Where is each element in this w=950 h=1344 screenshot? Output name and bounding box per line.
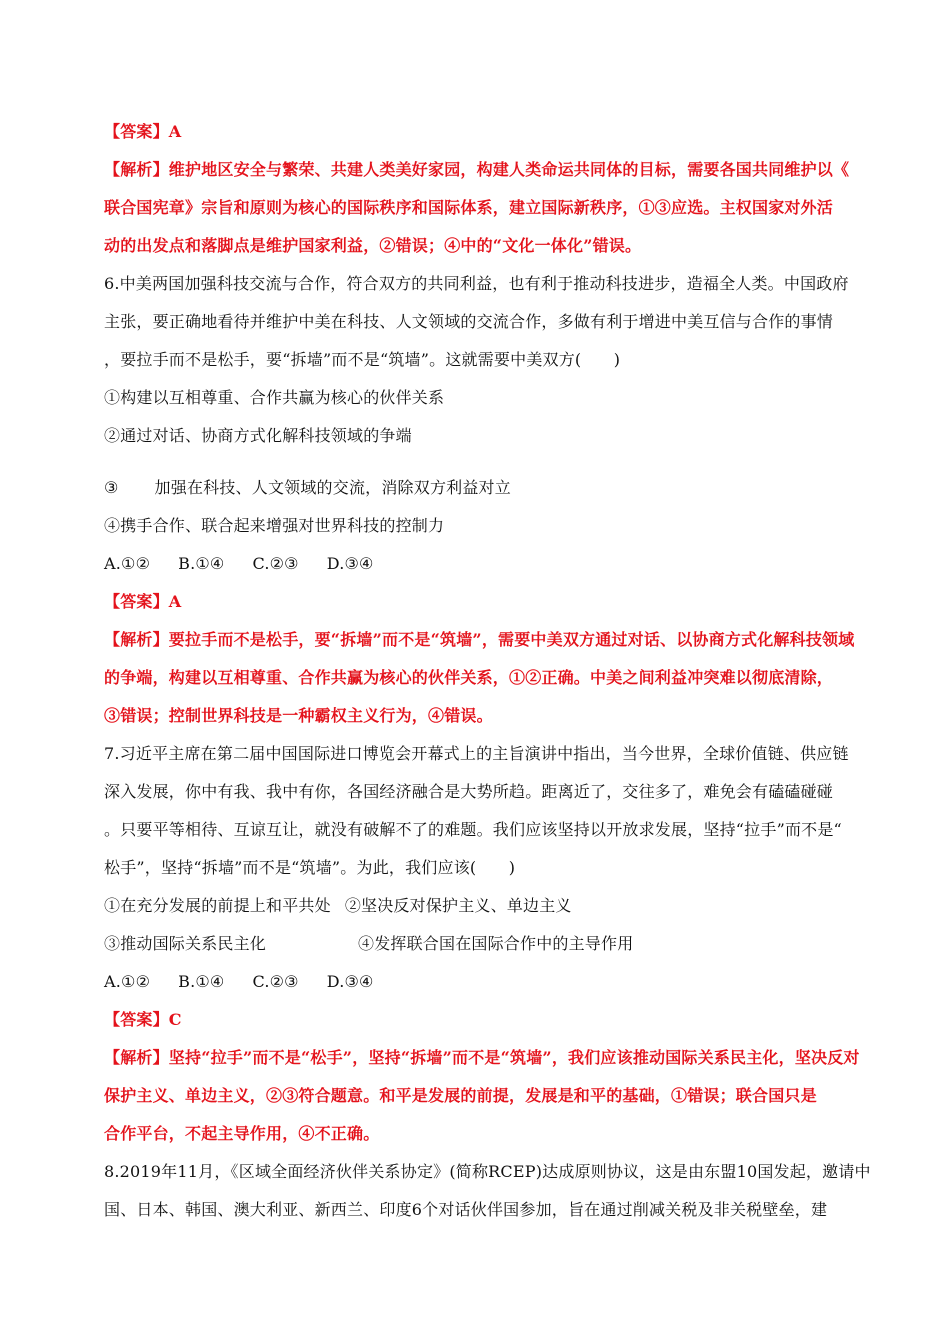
q7-choice-b: B.①④ [178, 972, 225, 991]
q7-choices [104, 971, 864, 993]
q6-analysis-line-1: 【解析】要拉手而不是松手，要“拆墙”而不是“筑墙”，需要中美双方通过对话、以协商方式化解科技领域 [104, 630, 855, 649]
q7-analysis-line-1: 【解析】坚持“拉手”而不是“松手”，坚持“拆墙”而不是“筑墙”，我们应该推动国际关系民主化，坚决反对 [104, 1048, 860, 1067]
q6-choice-b: B.①④ [178, 554, 225, 573]
q7-option-1: ①在充分发展的前提上和平共处 [104, 896, 331, 915]
q7-choice-d: D.③④ [326, 972, 374, 991]
q7-answer: 【答案】C [104, 1010, 182, 1029]
q6-analysis-line-3: ③错误；控制世界科技是一种霸权主义行为，④错误。 [104, 706, 493, 725]
q7-choice-c: C.②③ [252, 972, 299, 991]
q6-choices [104, 553, 864, 575]
q6-stem-line-2: 主张，要正确地看待并维护中美在科技、人文领域的交流合作，多做有利于增进中美互信与合作的事情 [104, 312, 834, 331]
q7-analysis-line-2: 保护主义、单边主义，②③符合题意。和平是发展的前提，发展是和平的基础，①错误；联合国只是 [104, 1086, 817, 1105]
q7-option-4: ④发挥联合国在国际合作中的主导作用 [358, 934, 634, 953]
q6-option-2: ②通过对话、协商方式化解科技领域的争端 [104, 426, 412, 445]
q5-analysis-line-2: 联合国宪章》宗旨和原则为核心的国际秩序和国际体系，建立国际新秩序，①③应选。主权国家对外活 [104, 198, 834, 217]
q6-analysis-line-2: 的争端，构建以互相尊重、合作共赢为核心的伙伴关系，①②正确。中美之间利益冲突难以彻底清除， [104, 668, 834, 687]
q7-option-3: ③推动国际关系民主化 [104, 934, 267, 953]
q7-analysis-line-3: 合作平台，不起主导作用，④不正确。 [104, 1124, 380, 1143]
q6-option-3-marker: ③ [104, 478, 119, 497]
q7-stem-line-1: 7.习近平主席在第二届中国国际进口博览会开幕式上的主旨演讲中指出，当今世界，全球价值链、供应链 [104, 744, 849, 763]
q7-stem-line-4: 松手”，坚持“拆墙”而不是“筑墙”。为此，我们应该( ) [104, 858, 516, 877]
q6-answer: 【答案】A [104, 592, 182, 611]
q7-choice-a: A.①② [104, 972, 151, 991]
q5-analysis-line-3: 动的出发点和落脚点是维护国家利益，②错误；④中的“文化一体化”错误。 [104, 236, 642, 255]
q6-option-4: ④携手合作、联合起来增强对世界科技的控制力 [104, 516, 445, 535]
q6-option-3-row [104, 477, 864, 499]
q5-answer: 【答案】A [104, 122, 182, 141]
q8-stem-line-2: 国、日本、韩国、澳大利亚、新西兰、印度6个对话伙伴国参加，旨在通过削减关税及非关税壁垒，建 [104, 1200, 828, 1219]
q5-analysis-line-1: 【解析】维护地区安全与繁荣、共建人类美好家园，构建人类命运共同体的目标，需要各国共同维护以《 [104, 160, 850, 179]
q7-options-row-2 [104, 933, 864, 955]
q6-choice-c: C.②③ [252, 554, 299, 573]
q6-choice-a: A.①② [104, 554, 151, 573]
q7-options-row-1 [104, 895, 864, 917]
q6-stem-line-3: ，要拉手而不是松手，要“拆墙”而不是“筑墙”。这就需要中美双方( ) [104, 350, 621, 369]
q6-option-1: ①构建以互相尊重、合作共赢为核心的伙伴关系 [104, 388, 445, 407]
q7-stem-line-2: 深入发展，你中有我、我中有你，各国经济融合是大势所趋。距离近了，交往多了，难免会有磕磕碰碰 [104, 782, 834, 801]
q8-stem-line-1: 8.2019年11月，《区域全面经济伙伴关系协定》(简称RCEP)达成原则协议，这是由东盟10国发起，邀请中 [104, 1162, 871, 1181]
q7-option-2: ②坚决反对保护主义、单边主义 [344, 896, 572, 915]
q6-option-3-text: 加强在科技、人文领域的交流，消除双方利益对立 [154, 478, 511, 497]
q7-stem-line-3: 。只要平等相待、互谅互让，就没有破解不了的难题。我们应该坚持以开放求发展，坚持“拉手”而不是“ [104, 820, 842, 839]
q6-choice-d: D.③④ [326, 554, 374, 573]
q6-stem-line-1: 6.中美两国加强科技交流与合作，符合双方的共同利益，也有利于推动科技进步，造福全人类。中国政府 [104, 274, 849, 293]
